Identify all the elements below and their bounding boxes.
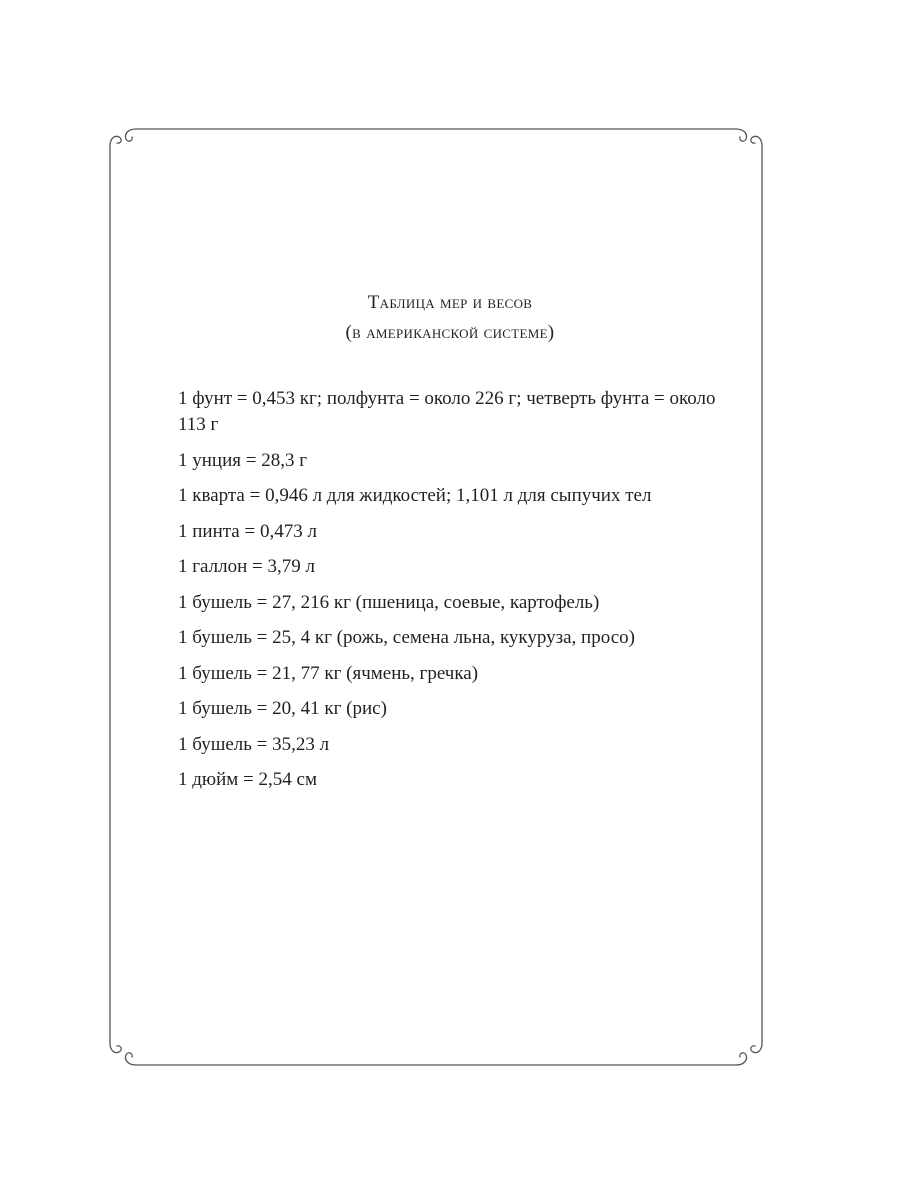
- measure-entry-bushel-rice: 1 бушель = 20, 41 кг (рис): [178, 698, 387, 719]
- measure-entry-gallon: 1 галлон = 3,79 л: [178, 556, 315, 577]
- measure-entry-pint: 1 пинта = 0,473 л: [178, 520, 317, 542]
- measure-entry-quart: 1 кварта = 0,946 л для жидкостей; 1,101 л для сыпучих тел: [178, 485, 652, 506]
- measure-entry-bushel-wheat: 1 бушель = 27, 216 кг (пшеница, соевые, картофель): [178, 591, 600, 613]
- measure-entry-ounce: 1 унция = 28,3 г: [178, 449, 308, 471]
- measure-entry-bushel-barley: 1 бушель = 21, 77 кг (ячмень, гречка): [178, 662, 479, 684]
- page-subtitle: (в американской системе): [345, 322, 555, 343]
- title-block: [0, 288, 900, 348]
- page-title: Таблица мер и весов: [367, 292, 533, 313]
- measures-list: [178, 386, 738, 803]
- measure-entry-inch: 1 дюйм = 2,54 см: [178, 769, 317, 790]
- measure-entry-bushel-rye: 1 бушель = 25, 4 кг (рожь, семена льна, кукуруза, просо): [178, 627, 635, 648]
- measure-entry-pound: 1 фунт = 0,453 кг; полфунта = около 226 г; четверть фунта = около 113 г: [178, 388, 716, 435]
- measure-entry-bushel-volume: 1 бушель = 35,23 л: [178, 733, 330, 755]
